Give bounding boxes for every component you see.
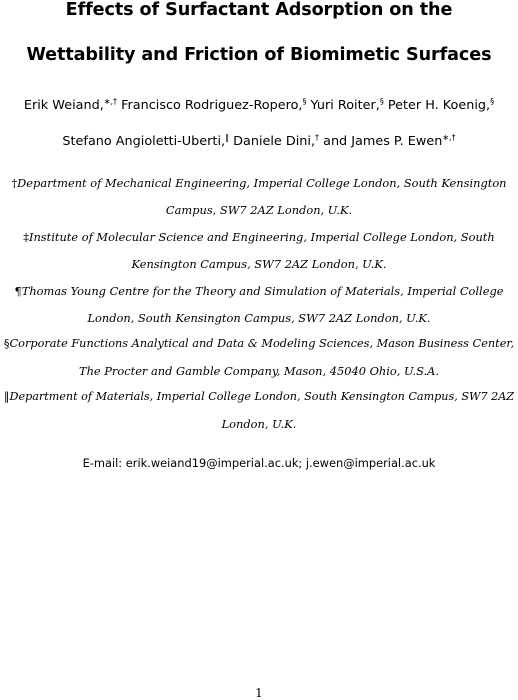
author-affiliation-mark: ∗,† [103,97,118,106]
author-affiliation-mark: § [379,97,384,106]
affiliation-text: Department of Materials, Imperial College London, South Kensington Campus, SW7 2AZ [9,390,515,403]
affiliation-2-line-1 [0,230,518,244]
affiliation-5-line-2: London, U.K. [221,417,297,431]
affiliation-mark: † [11,176,18,190]
affiliation-2-line-2: Kensington Campus, SW7 2AZ London, U.K. [131,257,387,271]
page-number: 1 [255,686,263,700]
affiliation-1-line-2: Campus, SW7 2AZ London, U.K. [165,203,353,217]
affiliation-mark: ¶ [14,284,22,298]
affiliation-text: Thomas Young Centre for the Theory and Simulation of Materials, Imperial College [21,284,504,298]
author-name: Stefano Angioletti-Uberti, [62,134,226,149]
author-affiliation-mark: ∗,† [442,133,456,142]
author-name: and James P. Ewen [319,134,443,149]
affiliation-mark: ‡ [23,230,29,244]
affiliation-4-line-2: The Procter and Gamble Company, Mason, 45040 Ohio, U.S.A. [78,364,440,378]
affiliation-4-line-1 [0,337,518,350]
author-affiliation-mark: § [490,97,495,106]
author-list-line-2 [0,134,518,149]
author-name: Francisco Rodriguez-Ropero, [117,98,303,113]
affiliation-mark: ‖ [3,390,10,403]
affiliation-3-line-2: London, South Kensington Campus, SW7 2AZ London, U.K. [87,311,431,325]
affiliation-5-line-1 [0,390,518,403]
paper-title-line-2: Wettability and Friction of Biomimetic Surfaces [26,45,492,65]
affiliation-text: Department of Mechanical Engineering, Imperial College London, South Kensington [17,176,507,190]
affiliation-3-line-1 [0,284,518,298]
author-name: Peter H. Koenig, [383,98,491,113]
author-name: Yuri Roiter, [306,98,380,113]
author-affiliation-mark: † [315,133,320,142]
affiliation-1-line-1 [0,176,518,190]
author-name: Daniele Dini, [229,134,316,149]
affiliation-mark: § [3,337,10,350]
paper-title-line-1: Effects of Surfactant Adsorption on the [65,0,453,20]
author-affiliation-mark: ‖ [225,133,230,142]
author-list-line-1 [0,98,518,113]
affiliation-text: Corporate Functions Analytical and Data & Modeling Sciences, Mason Business Center, [9,337,515,350]
contact-email: E-mail: erik.weiand19@imperial.ac.uk; j.ewen@imperial.ac.uk [82,456,436,470]
affiliation-text: Institute of Molecular Science and Engineering, Imperial College London, South [28,230,495,244]
author-name: Erik Weiand, [23,98,104,113]
author-affiliation-mark: § [302,97,307,106]
